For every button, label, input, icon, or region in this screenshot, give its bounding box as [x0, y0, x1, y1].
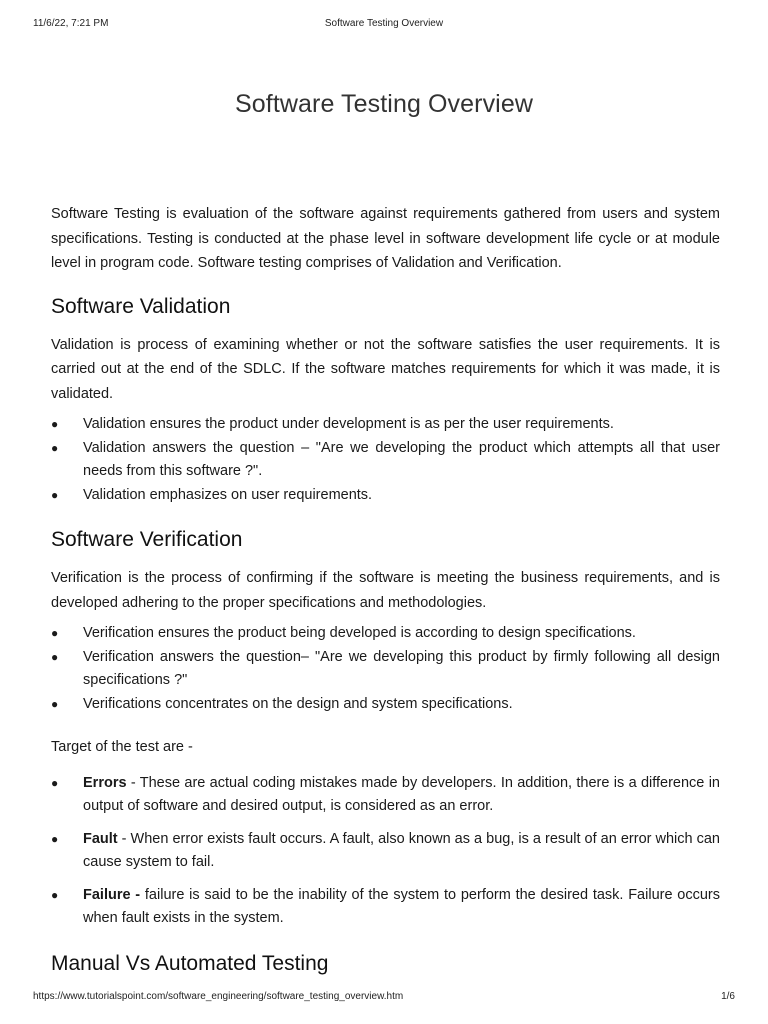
list-item: ● Verification ensures the product being developed is according to design specifications.: [51, 622, 720, 646]
manual-vs-automated-heading: Manual Vs Automated Testing: [51, 951, 329, 975]
term-label: Failure -: [83, 886, 141, 903]
bullet-icon: ●: [51, 626, 59, 640]
list-item: ● Validation ensures the product under development is as per the user requirements.: [51, 413, 720, 437]
article-body: [51, 202, 720, 978]
bullet-icon: ●: [51, 696, 59, 711]
bullet-icon: ●: [51, 440, 59, 455]
bullet-icon: ●: [51, 487, 59, 502]
print-doc-title: Software Testing Overview: [324, 18, 444, 29]
list-item: ● Verifications concentrates on the design and system specifications.: [51, 693, 720, 717]
page-title: Software Testing Overview: [235, 90, 533, 118]
verification-heading: Software Verification: [51, 528, 243, 551]
bullet-icon: ●: [51, 775, 59, 790]
validation-list: [51, 413, 720, 507]
target-item-fault: [51, 828, 720, 875]
target-list: [51, 772, 720, 931]
target-intro: Target of the test are -: [51, 739, 193, 755]
list-item: ● Validation emphasizes on user requirements.: [51, 484, 720, 508]
intro-paragraph: Software Testing is evaluation of the software against requirements gathered from users and system specifications. Testing is conducted at the phase level in software development life cycle or at module level in program code. Software testing comprises of Validation and Verification.: [51, 206, 720, 271]
print-footer: [33, 991, 735, 1005]
term-label: Errors: [83, 774, 127, 791]
bullet-icon: ●: [51, 649, 59, 664]
bullet-icon: ●: [51, 831, 59, 846]
term-description: failure is said to be the inability of the system to perform the desired task. Failure occurs when fault exists in the system.: [83, 886, 720, 926]
term-description: - When error exists fault occurs. A fault, also known as a bug, is a result of an error which can cause system to fail.: [83, 830, 720, 870]
target-item-failure: [51, 884, 720, 931]
bullet-icon: ●: [51, 887, 59, 902]
verification-paragraph: Verification is the process of confirming if the software is meeting the business requirements, and is developed adhering to the proper specifications and methodologies.: [51, 570, 720, 611]
verification-list: [51, 622, 720, 716]
page-number: 1/6: [721, 991, 735, 1002]
list-item: ● Validation answers the question – "Are we developing the product which attempts all that user needs from this software ?".: [51, 437, 720, 484]
term-description: - These are actual coding mistakes made by developers. In addition, there is a difference in output of software and desired output, is considered as an error.: [83, 774, 720, 814]
bullet-icon: ●: [51, 417, 59, 431]
validation-heading: Software Validation: [51, 294, 231, 318]
term-label: Fault: [83, 830, 118, 847]
print-header: [33, 18, 735, 32]
validation-paragraph: Validation is process of examining whether or not the software satisfies the user requirements. It is carried out at the end of the SDLC. If the software matches requirements for which it was made, it is validated.: [51, 336, 720, 402]
list-item: ● Verification answers the question– "Are we developing this product by firmly following all design specifications ?": [51, 646, 720, 693]
source-url: https://www.tutorialspoint.com/software_engineering/software_testing_overview.htm: [33, 991, 404, 1002]
target-item-errors: [51, 772, 720, 819]
print-date: 11/6/22, 7:21 PM: [33, 18, 109, 29]
